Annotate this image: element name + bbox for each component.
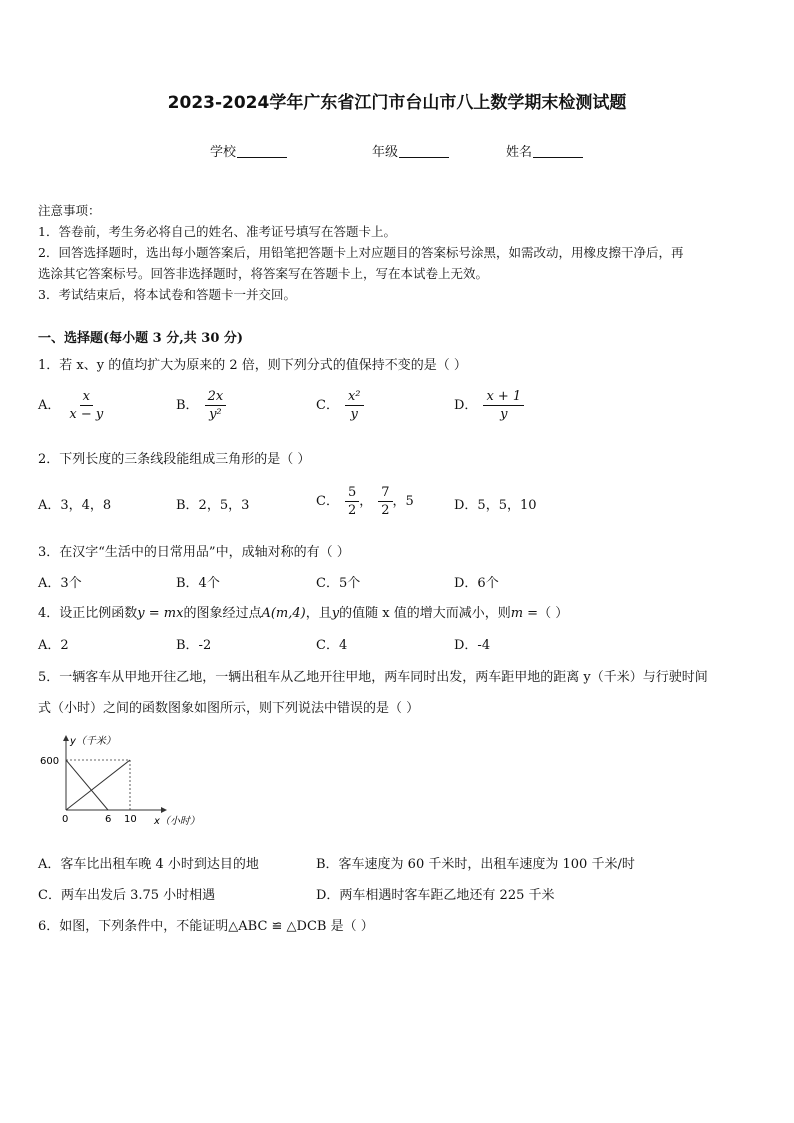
q4-option-c[interactable]: C．4 bbox=[316, 638, 348, 653]
q1-option-c[interactable]: C． $\frac{\text{x²}}{y}$ bbox=[316, 388, 364, 423]
q3-option-d[interactable]: D．6个 bbox=[454, 576, 499, 591]
q2-c-fraction-2: $\frac{7}{2}$ bbox=[378, 484, 392, 519]
q3-option-b[interactable]: B．4个 bbox=[176, 576, 220, 591]
q2-option-d[interactable]: D．5，5，10 bbox=[454, 498, 537, 513]
graph-y-600: 600 bbox=[40, 756, 60, 767]
q4-option-a[interactable]: A．2 bbox=[38, 638, 69, 653]
school-label: 学校 bbox=[210, 145, 237, 160]
q5-option-b[interactable]: B．客车速度为 60 千米时，出租车速度为 100 千米/时 bbox=[316, 857, 635, 872]
notice-item-2a: 2．回答选择题时，选出每小题答案后，用铅笔把答题卡上对应题目的答案标号涂黑，如需改动，用橡皮擦干净后，再 bbox=[38, 245, 684, 260]
q3-stem: 3．在汉字“生活中的日常用品”中，成轴对称的有（ ） bbox=[38, 545, 350, 560]
q1-d-fraction: $\frac{x + 1}{y}$ bbox=[483, 388, 524, 423]
page-title: 2023-2024学年广东省江门市台山市八上数学期末检测试题 bbox=[167, 93, 627, 113]
notice-block bbox=[38, 200, 683, 305]
q2-option-c[interactable]: C． $\frac{5}{2}$ ， $\frac{7}{2}$ ，5 bbox=[316, 485, 414, 518]
name-label: 姓名 bbox=[506, 145, 533, 160]
q4-stem: 4．设正比例函数y = mx的图象经过点A(m,4)，且y的值随 x 值的增大而减小，则m =（ ） bbox=[38, 606, 569, 621]
graph-bus-line bbox=[66, 760, 130, 810]
graph-origin: 0 bbox=[62, 814, 69, 825]
grade-label: 年级 bbox=[372, 145, 399, 160]
school-blank[interactable] bbox=[237, 145, 287, 158]
notice-item-2b: 选涂其它答案标号。回答非选择题时，将答案写在答题卡上，写在本试卷上无效。 bbox=[38, 266, 489, 281]
q6-stem: 6．如图，下列条件中，不能证明△ABC ≌ △DCB 是（ ） bbox=[38, 919, 374, 934]
q1-option-b[interactable]: B． $\frac{2x}{\text{y²}}$ bbox=[176, 388, 226, 423]
grade-blank[interactable] bbox=[399, 145, 449, 158]
q3-option-a[interactable]: A．3个 bbox=[38, 576, 82, 591]
q5-option-d[interactable]: D．两车相遇时客车距乙地还有 225 千米 bbox=[316, 888, 555, 903]
q5-distance-time-graph bbox=[36, 730, 226, 830]
q2-option-a[interactable]: A．3，4，8 bbox=[38, 498, 112, 513]
school-field[interactable] bbox=[210, 141, 287, 160]
notice-item-1: 1．答卷前，考生务必将自己的姓名、准考证号填写在答题卡上。 bbox=[38, 224, 396, 239]
q5-stem-line2: 式（小时）之间的函数图象如图所示，则下列说法中错误的是（ ） bbox=[38, 701, 420, 716]
q5-stem-line1: 5．一辆客车从甲地开往乙地，一辆出租车从乙地开往甲地，两车同时出发，两车距甲地的距离 y（千米）与行驶时间 bbox=[38, 670, 708, 685]
graph-x-10: 10 bbox=[124, 814, 137, 825]
grade-field[interactable] bbox=[372, 141, 449, 160]
q3-option-c[interactable]: C．5个 bbox=[316, 576, 361, 591]
graph-x-6: 6 bbox=[105, 814, 112, 825]
q1-c-fraction: $\frac{\text{x²}}{y}$ bbox=[345, 388, 364, 423]
q1-a-fraction: $\frac{x}{x - y}$ bbox=[69, 389, 104, 422]
notice-item-3: 3．考试结束后，将本试卷和答题卡一并交回。 bbox=[38, 287, 296, 302]
q1-option-d[interactable]: D． $\frac{x + 1}{y}$ bbox=[454, 388, 524, 423]
name-blank[interactable] bbox=[533, 145, 583, 158]
graph-y-label: y（千米） bbox=[70, 736, 116, 747]
q2-option-b[interactable]: B．2，5，3 bbox=[176, 498, 250, 513]
q1-option-a[interactable]: A． $\frac{x}{x - y}$ bbox=[38, 388, 106, 423]
q4-option-b[interactable]: B．-2 bbox=[176, 638, 212, 653]
q1-b-fraction: $\frac{2x}{\text{y²}}$ bbox=[205, 388, 227, 423]
q5-option-c[interactable]: C．两车出发后 3.75 小时相遇 bbox=[38, 888, 216, 903]
graph-x-label: x（小时） bbox=[154, 816, 200, 827]
section-heading: 一、选择题(每小题 3 分,共 30 分) bbox=[38, 331, 244, 346]
q2-c-fraction-1: $\frac{5}{2}$ bbox=[345, 484, 359, 519]
q5-option-a[interactable]: A．客车比出租车晚 4 小时到达目的地 bbox=[38, 857, 259, 872]
q1-stem: 1．若 x、y 的值均扩大为原来的 2 倍，则下列分式的值保持不变的是（ ） bbox=[38, 358, 467, 373]
q4-option-d[interactable]: D．-4 bbox=[454, 638, 491, 653]
name-field[interactable] bbox=[506, 141, 583, 160]
q2-stem: 2．下列长度的三条线段能组成三角形的是（ ） bbox=[38, 452, 311, 467]
graph-taxi-line bbox=[66, 760, 108, 810]
notice-heading: 注意事项： bbox=[38, 203, 101, 218]
